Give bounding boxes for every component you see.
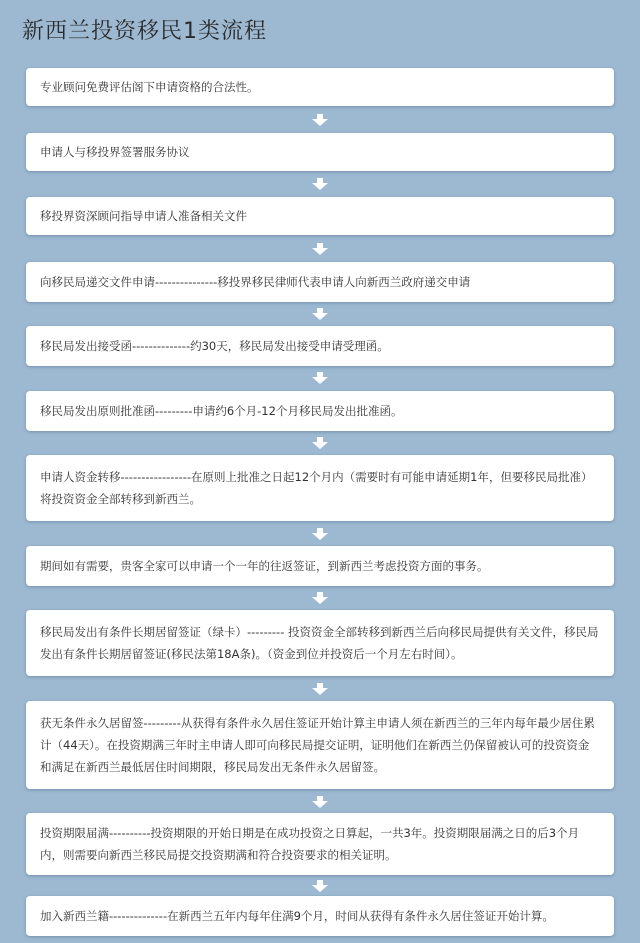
step-text: 期间如有需要，贵客全家可以申请一个一年的往返签证，到新西兰考虑投资方面的事务。: [40, 559, 489, 573]
step-text: 专业顾问免费评估阁下申请资格的合法性。: [40, 80, 259, 94]
down-arrow-icon: [312, 178, 328, 190]
down-arrow-icon: [312, 114, 328, 126]
down-arrow-icon: [312, 308, 328, 320]
down-arrow-icon: [312, 528, 328, 540]
step-box-7: [26, 455, 614, 521]
step-text: 申请人资金转移-----------------在原则上批准之日起12个月内（需要时有可能申请延期1年，但要移民局批准）将投资资金全部转移到新西兰。: [40, 470, 593, 506]
step-box-10: [26, 701, 614, 789]
step-box-8: [26, 546, 614, 586]
step-text: 移民局发出接受函--------------约30天，移民局发出接受申请受理函。: [40, 339, 389, 353]
step-text: 向移民局递交文件申请---------------移投界移民律师代表申请人向新西兰政府递交申请: [40, 275, 471, 289]
step-text: 获无条件永久居留签---------从获得有条件永久居住签证开始计算主申请人须在新西兰的三年内每年最少居住累计（44天）。在投资期满三年时主申请人即可向移民局提交证明，证明他们在新西兰仍保留被认可的投资资金和满足在新西兰最低居住时间期限，移民局发出无条件永久居留签。: [40, 716, 595, 774]
step-text: 加入新西兰籍--------------在新西兰五年内每年住满9个月，时间从获得有条件永久居住签证开始计算。: [40, 909, 554, 923]
down-arrow-icon: [312, 372, 328, 384]
step-box-1: [26, 68, 614, 106]
step-box-5: [26, 326, 614, 366]
down-arrow-icon: [312, 243, 328, 255]
step-box-9: [26, 610, 614, 676]
step-text: 移民局发出有条件长期居留签证（绿卡）--------- 投资资金全部转移到新西兰后向移民局提供有关文件，移民局发出有条件长期居留签证(移民法第18A条)。（资金到位并投资后一个月左右时间）。: [40, 625, 599, 661]
step-text: 移民局发出原则批准函---------申请约6个月-12个月移民局发出批准函。: [40, 404, 403, 418]
step-text: 申请人与移投界签署服务协议: [40, 145, 190, 159]
step-box-2: [26, 133, 614, 171]
step-box-11: [26, 813, 614, 875]
step-text: 投资期限届满----------投资期限的开始日期是在成功投资之日算起，一共3年。投资期限届满之日的后3个月内，则需要向新西兰移民局提交投资期满和符合投资要求的相关证明。: [40, 826, 580, 862]
down-arrow-icon: [312, 880, 328, 892]
down-arrow-icon: [312, 437, 328, 449]
down-arrow-icon: [312, 683, 328, 695]
page-title: 新西兰投资移民1类流程: [22, 19, 267, 44]
step-box-6: [26, 391, 614, 431]
down-arrow-icon: [312, 592, 328, 604]
down-arrow-icon: [312, 796, 328, 808]
step-box-12: [26, 896, 614, 936]
step-box-3: [26, 197, 614, 235]
step-text: 移投界资深顾问指导申请人准备相关文件: [40, 209, 247, 223]
step-box-4: [26, 262, 614, 302]
